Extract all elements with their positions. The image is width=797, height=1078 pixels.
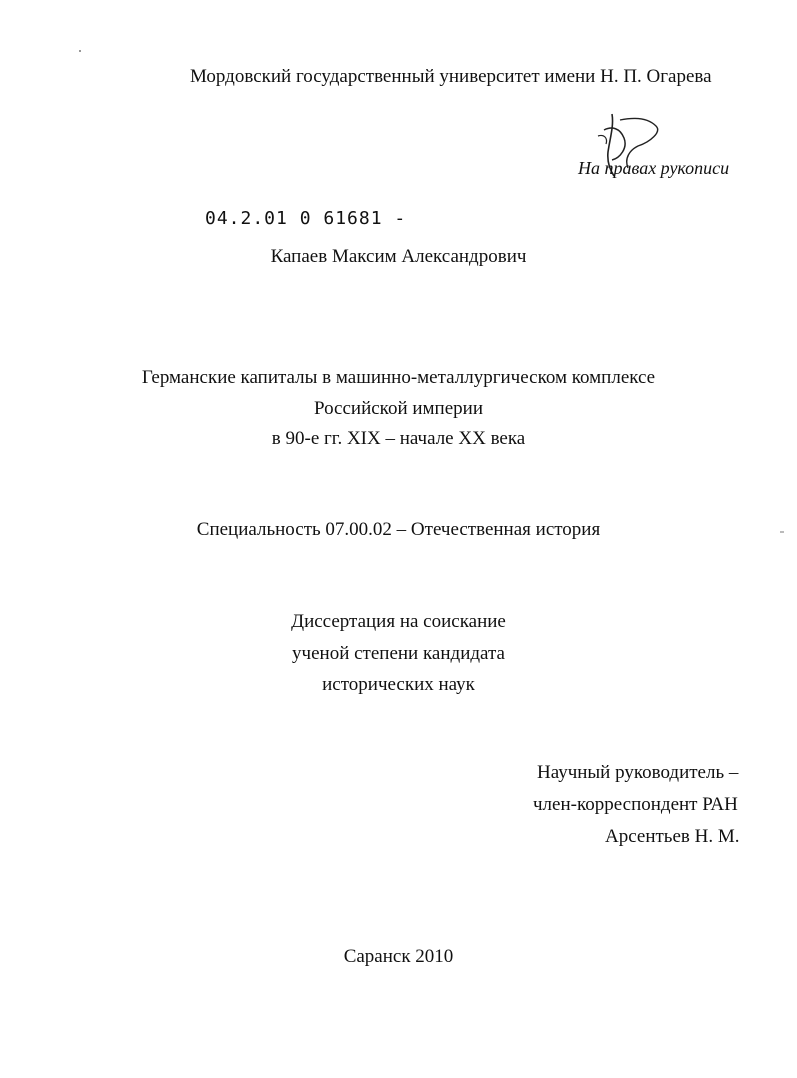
advisor-rank: член-корреспондент РАН — [533, 794, 738, 815]
author-name: Капаев Максим Александрович — [270, 246, 527, 267]
advisor-name: Арсентьев Н. М. — [605, 826, 740, 847]
institution-name: Мордовский государственный университет имени Н. П. Огарева — [190, 66, 712, 87]
dissertation-line: Диссертация на соискание — [291, 611, 506, 632]
rights-note: На правах рукописи — [578, 158, 730, 178]
dissertation-line: ученой степени кандидата — [292, 643, 505, 664]
title-line: Российской империи — [313, 398, 483, 419]
dissertation-line: исторических наук — [322, 674, 475, 695]
specialty: Специальность 07.00.02 – Отечественная история — [196, 519, 601, 540]
title-line: в 90-е гг. XIX – начале XX века — [271, 428, 526, 449]
city-year: Саранск 2010 — [343, 946, 454, 967]
title-line: Германские капиталы в машинно-металлургическом комплексе — [141, 367, 656, 388]
advisor-role: Научный руководитель – — [537, 762, 739, 783]
archive-number: 04.2.01 0 61681 - — [205, 208, 407, 229]
scan-speck — [79, 50, 81, 52]
